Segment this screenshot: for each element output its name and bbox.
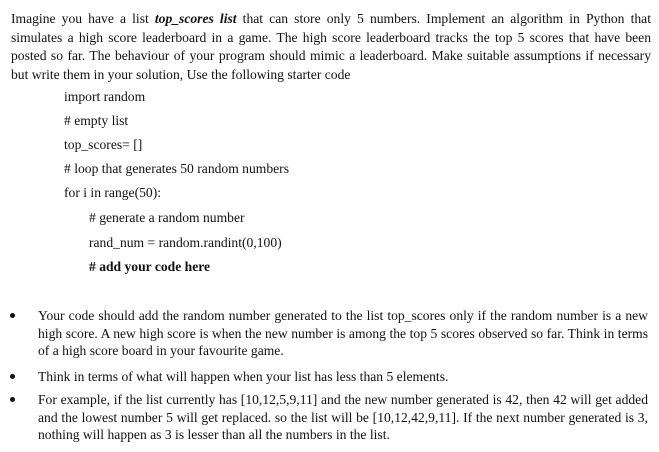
code-line-loop-comment: # loop that generates 50 random numbers <box>64 161 289 176</box>
code-line-top-scores: top_scores= [] <box>64 137 143 152</box>
code-line-empty-list-comment: # empty list <box>64 113 129 128</box>
code-line-add-code-comment: # add your code here <box>89 259 211 274</box>
code-line-for-loop: for i in range(50): <box>64 185 162 200</box>
intro-paragraph <box>11 10 651 84</box>
bullet-text-example: For example, if the list currently has [10,12,5,9,11] and the new number generated is 42, then 42 will get added and the lowest number 5 will get replaced. so the list will be [10,12,42,9,11]. If the next number generated is 3, nothing will happen as 3 is lesser than all the numbers in the list. <box>38 392 648 442</box>
intro-text-before: Imagine you have a list <box>11 11 155 26</box>
bullet-icon <box>10 374 15 379</box>
code-line-generate-comment: # generate a random number <box>89 210 245 225</box>
code-line-rand-num: rand_num = random.randint(0,100) <box>89 235 282 250</box>
code-line-import: import random <box>64 89 146 104</box>
intro-emphasis: top_scores list <box>154 11 237 26</box>
intro-text-after: that can store only 5 numbers. Implement an algorithm in Python that simulates a high score leaderboard in a game. The high score leaderboard tracks the top 5 scores that have been posted so far. The behaviour of your program should mimic a leaderboard. Make suitable assumptions if necessary but write them in your solution, Use the following starter code <box>11 11 651 82</box>
bullet-text-fewer-elements: Think in terms of what will happen when your list has less than 5 elements. <box>38 369 449 384</box>
bullet-icon <box>10 397 15 402</box>
bullet-text-high-score: Your code should add the random number generated to the list top_scores only if the random number is a new high score. A new high score is when the new number is among the top 5 scores observed so far. Think in terms of a high score board in your favourite game. <box>38 308 648 358</box>
bullet-icon <box>10 313 15 318</box>
